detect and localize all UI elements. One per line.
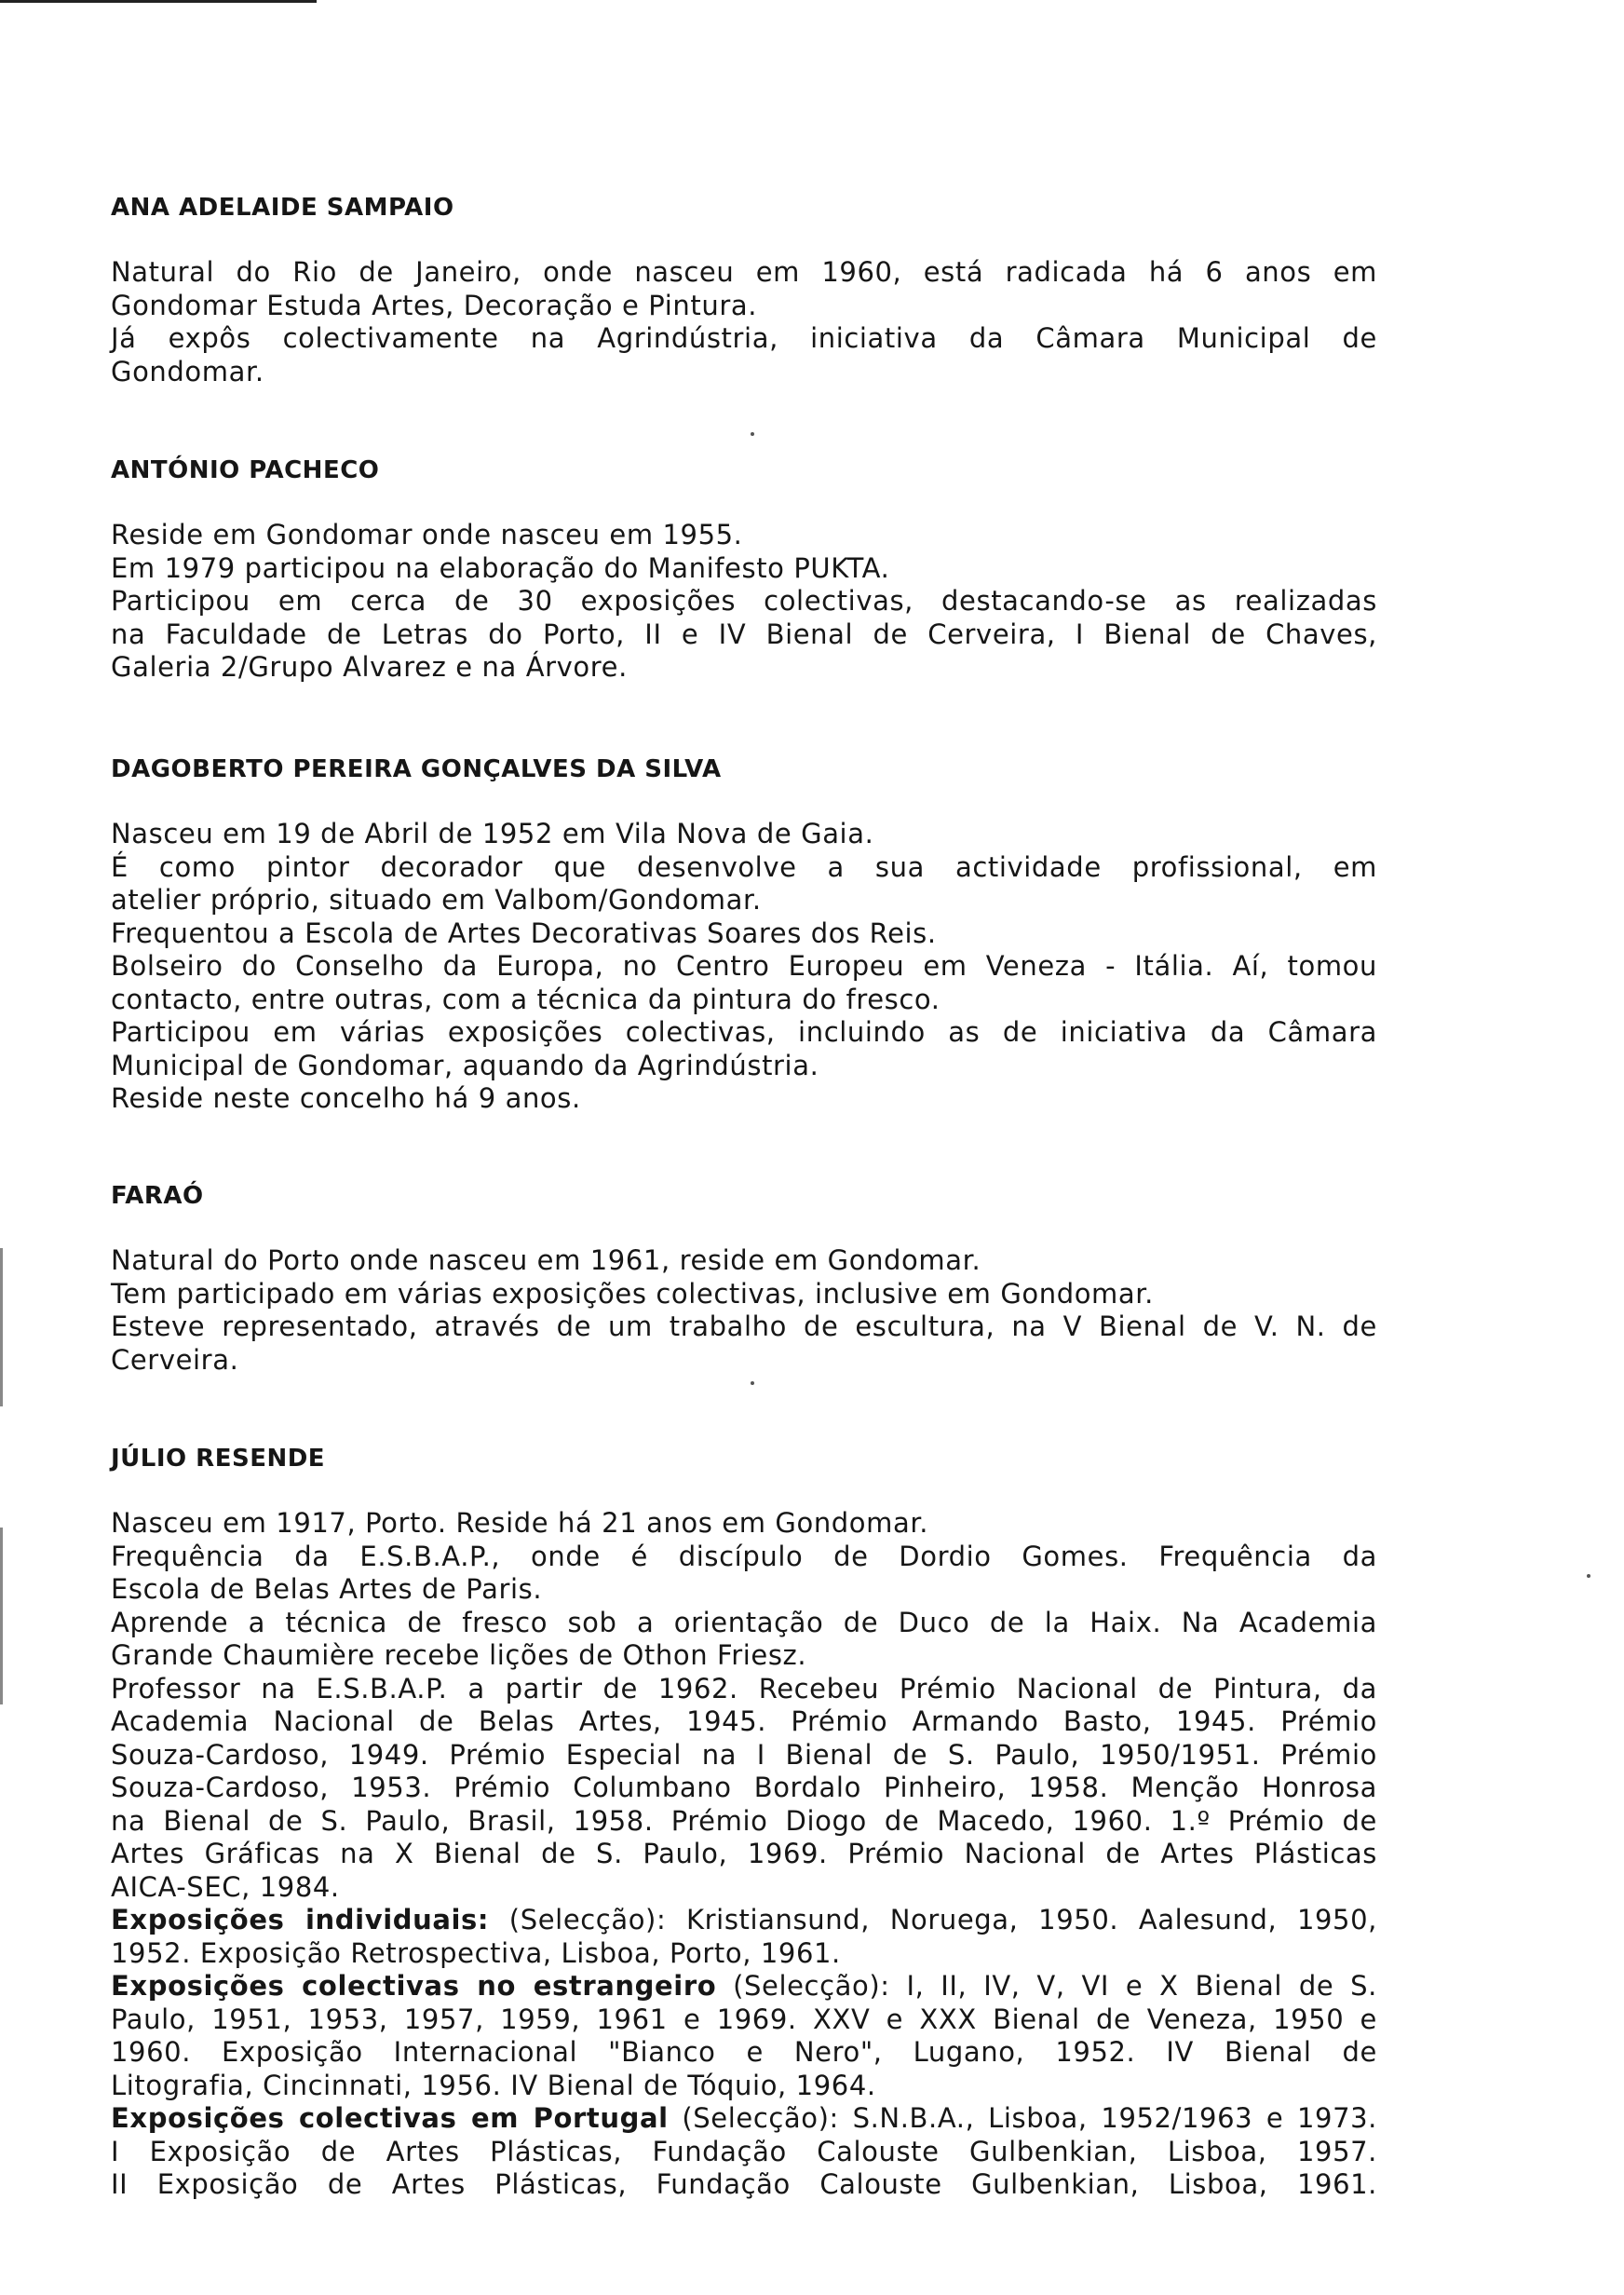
bio-line <box>111 2036 1377 2070</box>
bio-line-text: Esteve representado, através de um trabalho de escultura, na V Bienal de V. N. de <box>111 1310 1377 1342</box>
bio-line-text: Academia Nacional de Belas Artes, 1945. Prémio Armando Basto, 1945. Prémio <box>111 1705 1377 1737</box>
bio-text <box>111 256 1377 388</box>
bio-line-text: Natural do Rio de Janeiro, onde nasceu em 1960, está radicada há 6 anos em <box>111 256 1377 288</box>
bio-line-text: na Bienal de S. Paulo, Brasil, 1958. Prémio Diogo de Macedo, 1960. 1.º Prémio de <box>111 1804 1377 1837</box>
bio-line-text: 1952. Exposição Retrospectiva, Lisboa, Porto, 1961. <box>111 1936 841 1969</box>
bio-line <box>111 851 1377 885</box>
bio-line-text: Cerveira. <box>111 1343 239 1376</box>
bio-line-text: Gondomar. <box>111 355 264 387</box>
bio-line <box>111 585 1377 618</box>
bio-line <box>111 618 1377 652</box>
bio-line-text: Participou em várias exposições colectivas, incluindo as de iniciativa da Câmara <box>111 1016 1377 1048</box>
bio-line-text: Frequentou a Escola de Artes Decorativas Soares dos Reis. <box>111 917 937 949</box>
bio-line-text: Participou em cerca de 30 exposições colectivas, destacando-se as realizadas <box>111 585 1377 617</box>
bio-line <box>111 1739 1377 1772</box>
bio-line-text: Gondomar Estuda Artes, Decoração e Pintura. <box>111 289 758 321</box>
bio-line-text: (Selecção): Kristiansund, Noruega, 1950. Aalesund, 1950, <box>489 1904 1377 1935</box>
bio-line-text: Souza-Cardoso, 1953. Prémio Columbano Bordalo Pinheiro, 1958. Menção Honrosa <box>111 1772 1377 1803</box>
scan-edge-mark <box>0 1528 3 1704</box>
bio-line <box>111 2102 1377 2136</box>
bio-line-text: Frequência da E.S.B.A.P., onde é discípulo de Dordio Gomes. Frequência da <box>111 1540 1377 1572</box>
bio-line <box>111 1772 1377 1805</box>
bio-line <box>111 2168 1377 2202</box>
scan-speck <box>751 432 754 436</box>
bio-line <box>111 1705 1377 1739</box>
bio-line <box>111 984 1377 1017</box>
top-edge-rule <box>0 0 317 3</box>
bio-line <box>111 1016 1377 1050</box>
bio-line <box>111 1838 1377 1871</box>
bio-line-text: AICA-SEC, 1984. <box>111 1870 340 1903</box>
bio-line-text: Municipal de Gondomar, aquando da Agrindústria. <box>111 1049 819 1081</box>
bio-line <box>111 519 1377 552</box>
bio-line-text: Escola de Belas Artes de Paris. <box>111 1573 543 1605</box>
bio-line <box>111 256 1377 290</box>
bio-line-text: atelier próprio, situado em Valbom/Gondomar. <box>111 884 762 916</box>
bio-line-text: II Exposição de Artes Plásticas, Fundação Calouste Gulbenkian, Lisboa, 1961. <box>111 2168 1377 2200</box>
bio-line <box>111 2003 1377 2037</box>
bio-line-text: Souza-Cardoso, 1949. Prémio Especial na I Bienal de S. Paulo, 1950/1951. Prémio <box>111 1738 1377 1771</box>
bio-line-text: Litografia, Cincinnati, 1956. IV Bienal de Tóquio, 1964. <box>111 2069 876 2101</box>
bio-line <box>111 1573 1377 1607</box>
bio-line-text: Professor na E.S.B.A.P. a partir de 1962. Recebeu Prémio Nacional de Pintura, da <box>111 1672 1377 1704</box>
bio-line-text: Reside neste concelho há 9 anos. <box>111 1082 581 1114</box>
bio-line-text: (Selecção): I, II, IV, V, VI e X Bienal de S. <box>716 1970 1377 2002</box>
bio-line <box>111 1244 1377 1278</box>
bio-text <box>111 519 1377 685</box>
bio-dagoberto-pereira <box>111 753 1377 1116</box>
bio-line <box>111 1639 1377 1673</box>
bio-line <box>111 884 1377 917</box>
bio-line-text: Tem participado em várias exposições colectivas, inclusive em Gondomar. <box>111 1277 1154 1310</box>
bio-line <box>111 2070 1377 2103</box>
bio-ana-adelaide-sampaio <box>111 191 1377 388</box>
bio-julio-resende <box>111 1442 1377 2202</box>
bio-line <box>111 1310 1377 1344</box>
bio-line <box>111 322 1377 356</box>
bio-line <box>111 1904 1377 1937</box>
bio-line-text: Em 1979 participou na elaboração do Manifesto PUKTA. <box>111 551 890 584</box>
bio-line <box>111 1937 1377 1971</box>
bio-line <box>111 1805 1377 1839</box>
bio-text <box>111 818 1377 1116</box>
bio-line-text: Reside em Gondomar onde nasceu em 1955. <box>111 519 743 550</box>
bio-heading: DAGOBERTO PEREIRA GONÇALVES DA SILVA <box>111 755 722 783</box>
bio-heading: JÚLIO RESENDE <box>111 1445 326 1473</box>
bio-line-text: Paulo, 1951, 1953, 1957, 1959, 1961 e 1969. XXV e XXX Bienal de Veneza, 1950 e <box>111 2003 1377 2035</box>
scan-speck <box>1587 1574 1590 1578</box>
bio-line-text: Grande Chaumière recebe lições de Othon Friesz. <box>111 1639 807 1671</box>
bio-antonio-pacheco <box>111 454 1377 685</box>
bio-farao <box>111 1179 1377 1377</box>
bio-line <box>111 1607 1377 1640</box>
bio-line-text: na Faculdade de Letras do Porto, II e IV Bienal de Cerveira, I Bienal de Chaves, <box>111 618 1377 650</box>
bio-line-text: Bolseiro do Conselho da Europa, no Centro Europeu em Veneza - Itália. Aí, tomou <box>111 950 1377 982</box>
bio-line <box>111 1344 1377 1378</box>
bio-line <box>111 1507 1377 1541</box>
bio-line-lead: Exposições colectivas no estrangeiro <box>111 1970 717 2002</box>
bio-heading: ANTÓNIO PACHECO <box>111 456 380 484</box>
scan-edge-mark <box>0 1248 3 1406</box>
bio-line <box>111 1541 1377 1574</box>
bio-line <box>111 356 1377 389</box>
bio-line-text: Natural do Porto onde nasceu em 1961, reside em Gondomar. <box>111 1244 981 1276</box>
bio-line-text: 1960. Exposição Internacional "Bianco e Nero", Lugano, 1952. IV Bienal de <box>111 2036 1377 2068</box>
bio-heading: ANA ADELAIDE SAMPAIO <box>111 194 454 222</box>
bio-line-lead: Exposições colectivas em Portugal <box>111 2102 669 2134</box>
bio-line-text: Nasceu em 1917, Porto. Reside há 21 anos em Gondomar. <box>111 1507 929 1539</box>
bio-line <box>111 1082 1377 1116</box>
bio-line-text: Aprende a técnica de fresco sob a orientação de Duco de la Haix. Na Academia <box>111 1606 1377 1638</box>
scan-speck <box>751 1381 754 1385</box>
bio-line <box>111 1050 1377 1083</box>
bio-line-text: Nasceu em 19 de Abril de 1952 em Vila Nova de Gaia. <box>111 818 874 849</box>
bio-line-text: Artes Gráficas na X Bienal de S. Paulo, 1969. Prémio Nacional de Artes Plásticas <box>111 1838 1377 1869</box>
bio-line <box>111 651 1377 685</box>
bio-text <box>111 1244 1377 1377</box>
bio-line <box>111 290 1377 323</box>
bio-line-text: I Exposição de Artes Plásticas, Fundação Calouste Gulbenkian, Lisboa, 1957. <box>111 2135 1377 2167</box>
bio-line-text: Já expôs colectivamente na Agrindústria, iniciativa da Câmara Municipal de <box>111 322 1377 354</box>
bio-line <box>111 1970 1377 2003</box>
bio-line-text: Galeria 2/Grupo Alvarez e na Árvore. <box>111 651 628 683</box>
bio-line <box>111 917 1377 951</box>
bio-heading: FARAÓ <box>111 1182 204 1210</box>
bio-line-text: contacto, entre outras, com a técnica da pintura do fresco. <box>111 983 941 1015</box>
bio-line <box>111 1278 1377 1311</box>
bio-line <box>111 950 1377 984</box>
bio-line-text: É como pintor decorador que desenvolve a sua actividade profissional, em <box>111 850 1377 883</box>
bio-text <box>111 1507 1377 2202</box>
bio-line <box>111 2136 1377 2169</box>
bio-line-text: (Selecção): S.N.B.A., Lisboa, 1952/1963 e 1973. <box>668 2102 1377 2134</box>
bio-line <box>111 818 1377 851</box>
bio-line-lead: Exposições individuais: <box>111 1904 490 1935</box>
bio-line <box>111 552 1377 586</box>
bio-line <box>111 1673 1377 1706</box>
bio-line <box>111 1871 1377 1905</box>
